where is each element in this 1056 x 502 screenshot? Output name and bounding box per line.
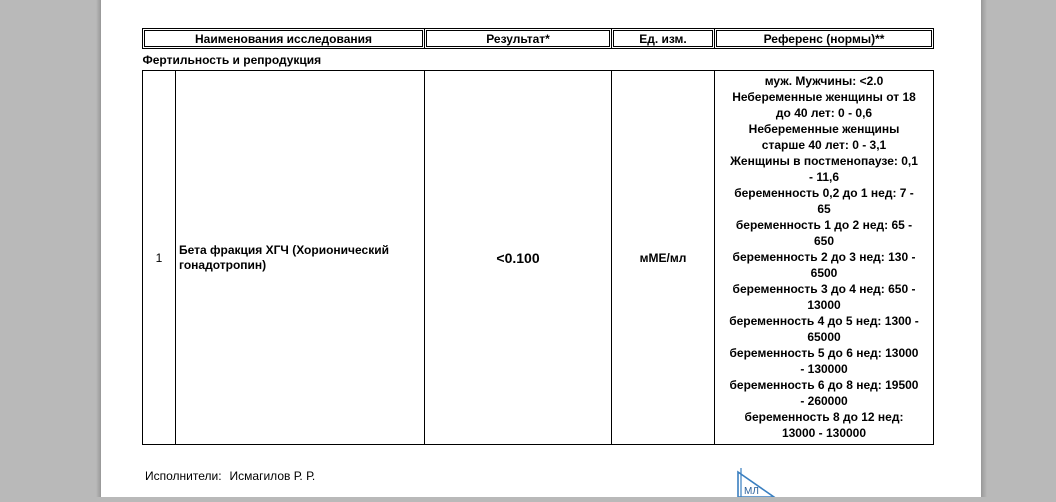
reference-line: 65 (817, 202, 831, 216)
reference-line: 13000 - 130000 (781, 426, 867, 440)
row-number: 1 (143, 71, 176, 445)
test-name: Бета фракция ХГЧ (Хорионический гонадотропин) (176, 71, 425, 445)
test-unit: мМЕ/мл (612, 71, 715, 445)
reference-line: - 11,6 (808, 170, 840, 184)
reference-line: 650 (813, 234, 835, 248)
reference-line: беременность 6 до 8 нед: 19500 (729, 378, 919, 392)
reference-line: до 40 лет: 0 - 0,6 (775, 106, 873, 120)
reference-line: 13000 (807, 298, 841, 312)
reference-line: Женщины в постменопаузе: 0,1 (730, 154, 918, 168)
reference-line: беременность 8 до 12 нед: (744, 410, 904, 424)
reference-line: 65000 (807, 330, 841, 344)
header-unit: Ед. изм. (612, 29, 715, 49)
table-header-row (143, 29, 934, 49)
reference-line: беременность 4 до 5 нед: 1300 - (729, 314, 919, 328)
section-row (143, 49, 934, 71)
header-reference: Референс (нормы)** (715, 29, 934, 49)
reference-line: муж. Мужчины: <2.0 (764, 74, 884, 88)
reference-line: беременность 1 до 2 нед: 65 - (735, 218, 913, 232)
reference-line: беременность 2 до 3 нед: 130 - (732, 250, 916, 264)
table-row (143, 71, 934, 445)
reference-line: Небеременные женщины (748, 122, 900, 136)
test-result: <0.100 (425, 71, 612, 445)
executors-name: Исмагилов Р. Р. (229, 469, 316, 483)
header-result: Результат* (425, 29, 612, 49)
reference-line: старше 40 лет: 0 - 3,1 (761, 138, 887, 152)
reference-line: - 260000 (800, 394, 848, 408)
document-page (101, 0, 981, 497)
section-title: Фертильность и репродукция (142, 52, 322, 67)
executors-label: Исполнители: (145, 469, 222, 483)
reference-line: 6500 (810, 266, 838, 280)
reference-line: беременность 3 до 4 нед: 650 - (732, 282, 916, 296)
header-name: Наименования исследования (143, 29, 425, 49)
results-table (142, 28, 934, 445)
reference-line: - 130000 (800, 362, 848, 376)
stamp-text: МЛ (744, 486, 759, 497)
reference-line: беременность 5 до 6 нед: 13000 (729, 346, 919, 360)
reference-ranges (715, 71, 934, 445)
page-shadow-right (981, 0, 987, 497)
executors-line (145, 469, 315, 483)
reference-line: беременность 0,2 до 1 нед: 7 - (734, 186, 914, 200)
reference-line: Небеременные женщины от 18 (732, 90, 916, 104)
